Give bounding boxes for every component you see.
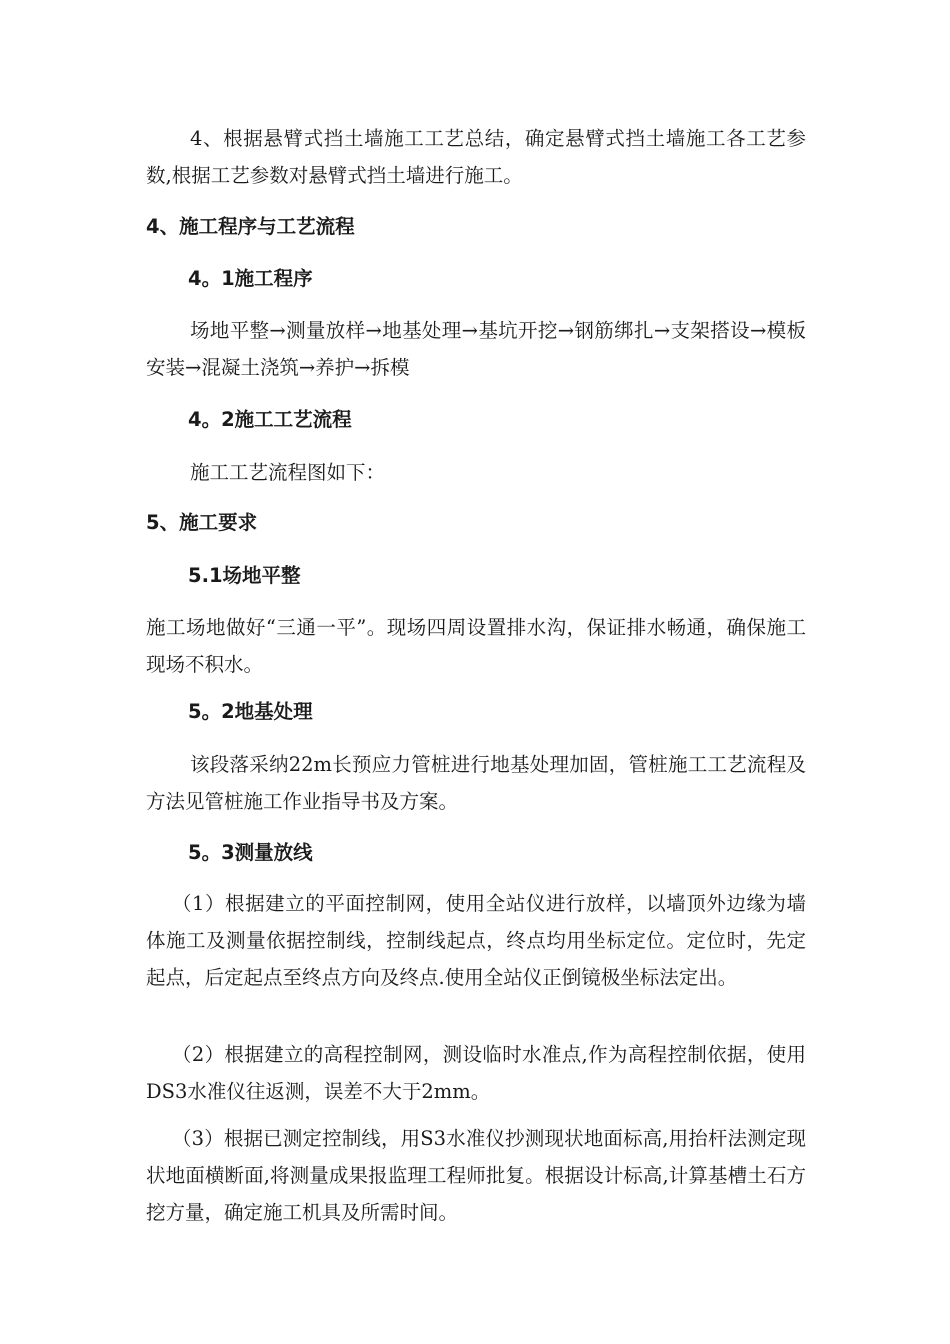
- heading-section-4: 4、施工程序与工艺流程: [146, 215, 355, 238]
- heading-section-5-2: 5。2地基处理: [188, 700, 313, 723]
- paragraph-procedure-sequence: 场地平整→测量放样→地基处理→基坑开挖→钢筋绑扎→支架搭设→模板安装→混凝土浇筑→养护→拆模: [146, 319, 806, 379]
- paragraph-summary: 4、根据悬臂式挡土墙施工工艺总结，确定悬臂式挡土墙施工各工艺参数,根据工艺参数对悬臂式挡土墙进行施工。: [146, 127, 806, 187]
- heading-section-4-2: 4。2施工工艺流程: [188, 408, 352, 431]
- paragraph-site-leveling: 施工场地做好“三通一平”。现场四周设置排水沟，保证排水畅通，确保施工现场不积水。: [146, 616, 806, 676]
- paragraph-survey-step-3: （3）根据已测定控制线，用S3水准仪抄测现状地面标高,用抬杆法测定现状地面横断面,将测量成果报监理工程师批复。根据设计标高,计算基槽土石方挖方量，确定施工机具及所需时间。: [146, 1127, 806, 1224]
- paragraph-survey-step-1: （1）根据建立的平面控制网，使用全站仪进行放样，以墙顶外边缘为墙体施工及测量依据控制线，控制线起点，终点均用坐标定位。定位时，先定起点，后定起点至终点方向及终点.使用全站仪正倒镜极坐标法定出。: [146, 892, 806, 989]
- paragraph-survey-step-2: （2）根据建立的高程控制网，测设临时水准点,作为高程控制依据，使用DS3水准仪往返测，误差不大于2mm。: [146, 1043, 806, 1103]
- heading-section-5: 5、施工要求: [146, 511, 258, 534]
- heading-section-5-3: 5。3测量放线: [188, 841, 313, 864]
- heading-section-4-1: 4。1施工程序: [188, 267, 313, 290]
- paragraph-foundation-treatment: 该段落采纳22m长预应力管桩进行地基处理加固，管桩施工工艺流程及方法见管桩施工作业指导书及方案。: [146, 753, 806, 813]
- heading-section-5-1: 5.1场地平整: [188, 564, 301, 587]
- paragraph-flowchart-intro: 施工工艺流程图如下：: [190, 461, 386, 484]
